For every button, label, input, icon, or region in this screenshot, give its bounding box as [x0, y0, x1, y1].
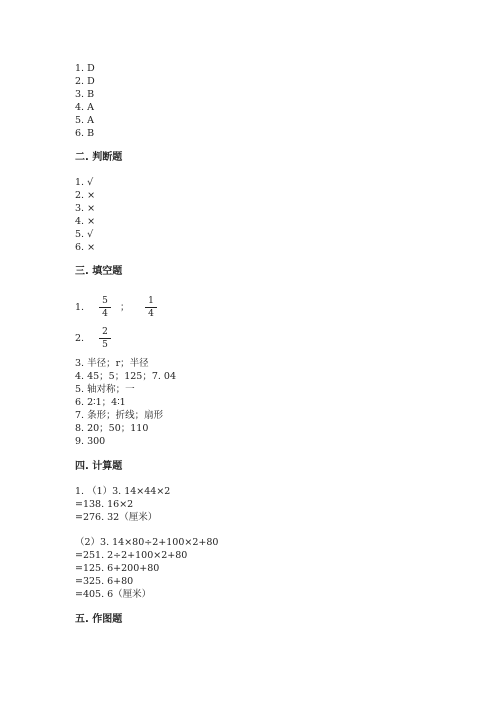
- fraction-numerator: 1: [148, 296, 154, 306]
- answer-line: 8. 20；50；110: [75, 423, 149, 434]
- separator: ；: [120, 302, 130, 313]
- calc-line: =125. 6+200+80: [75, 563, 160, 574]
- answer-line: 6. ×: [75, 242, 96, 253]
- answer-line: 9. 300: [75, 436, 106, 447]
- answer-line: 1. D: [75, 63, 95, 74]
- fraction-denominator: 4: [148, 309, 154, 319]
- fraction-bar: [99, 307, 111, 308]
- answer-line: 3. ×: [75, 203, 96, 214]
- fraction-denominator: 5: [102, 340, 108, 350]
- answer-line: 3. 半径；r；半径: [75, 358, 149, 369]
- section-heading: 五. 作图题: [75, 614, 123, 625]
- calc-line: =325. 6+80: [75, 576, 134, 587]
- section-heading: 四. 计算题: [75, 461, 123, 472]
- fraction-numerator: 5: [102, 296, 108, 306]
- question-label: 1.: [75, 302, 85, 313]
- calc-line: =251. 2÷2+100×2+80: [75, 550, 188, 561]
- answer-line: 2. ×: [75, 190, 96, 201]
- answer-line: 3. B: [75, 89, 95, 100]
- answer-line: 5. 轴对称；一: [75, 384, 135, 395]
- answer-line: 5. A: [75, 115, 94, 126]
- calc-line: =138. 16×2: [75, 499, 134, 510]
- calc-line: =405. 6（厘米）: [75, 589, 152, 600]
- fraction: [145, 296, 157, 319]
- answer-line: 4. A: [75, 102, 94, 113]
- fraction-denominator: 4: [102, 309, 108, 319]
- section-heading: 二. 判断题: [75, 152, 123, 163]
- fraction-bar: [145, 307, 157, 308]
- calc-line: 1. （1）3. 14×44×2: [75, 486, 171, 497]
- answer-line: 6. B: [75, 128, 95, 139]
- calc-line: （2）3. 14×80÷2+100×2+80: [75, 537, 219, 548]
- answer-line: 6. 2∶1；4∶1: [75, 397, 126, 408]
- section-heading: 三. 填空题: [75, 266, 123, 277]
- calc-line: =276. 32（厘米）: [75, 512, 158, 523]
- answer-line: 7. 条形；折线；扇形: [75, 410, 164, 421]
- answer-line: 2. D: [75, 76, 95, 87]
- fraction: [99, 296, 111, 319]
- answer-line: 1. √: [75, 177, 94, 188]
- answer-line: 4. 45；5；125；7. 04: [75, 371, 177, 382]
- answer-line: 5. √: [75, 229, 94, 240]
- answer-line: 4. ×: [75, 216, 96, 227]
- fraction-numerator: 2: [102, 327, 108, 337]
- fraction: [99, 327, 111, 350]
- question-label: 2.: [75, 333, 85, 344]
- fraction-bar: [99, 338, 111, 339]
